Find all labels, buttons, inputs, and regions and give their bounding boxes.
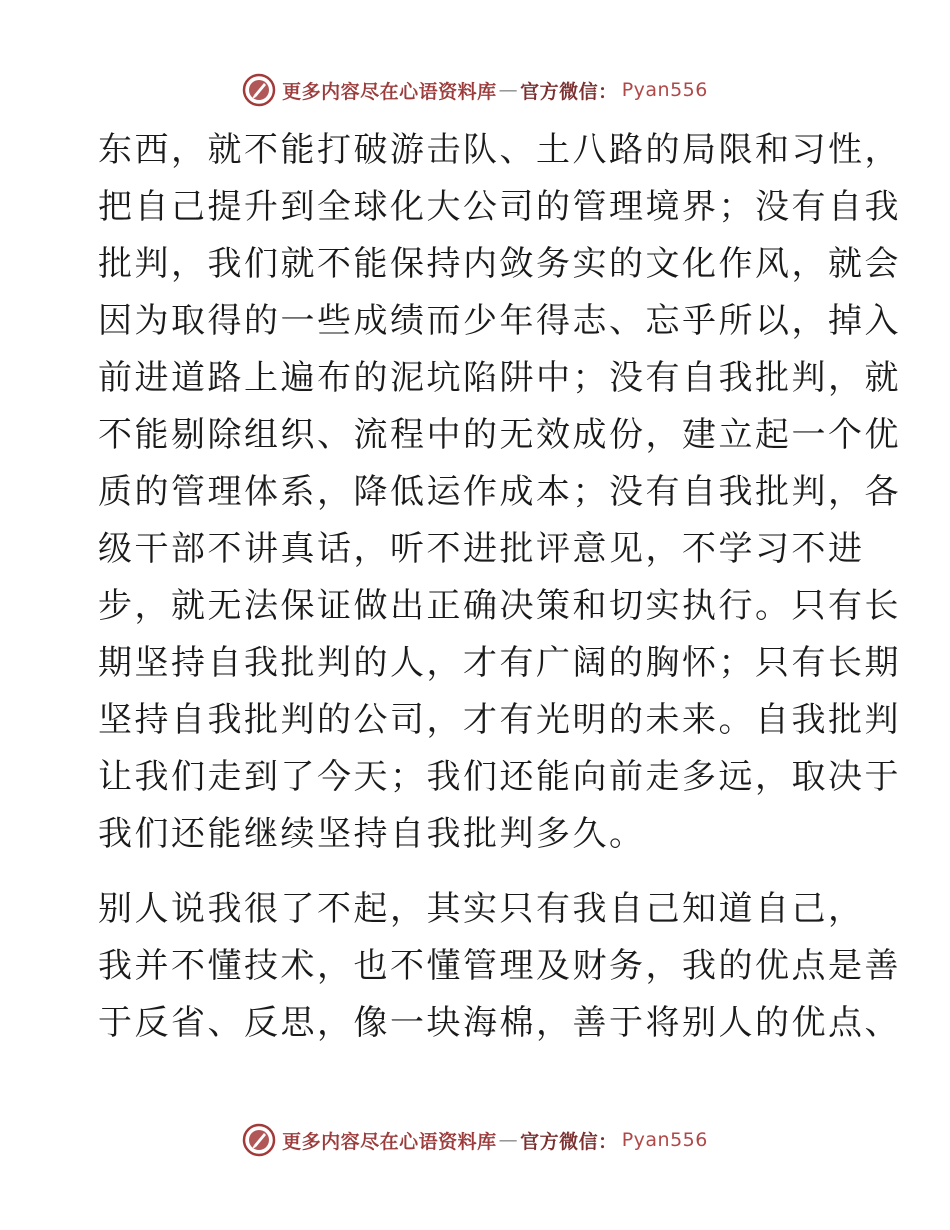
text-line: 期坚持自我批判的人，才有广阔的胸怀；只有长期 [98,643,901,683]
banner-wechat-id: Pyan556 [621,79,708,101]
text-line: 因为取得的一些成绩而少年得志、忘乎所以，掉入 [98,301,901,341]
text-line: 别人说我很了不起，其实只有我自己知道自己， [98,889,865,929]
banner-wechat-id: Pyan556 [621,1129,708,1151]
text-line: 于反省、反思，像一块海棉，善于将别人的优点、 [98,1003,901,1043]
document-body [98,122,901,1052]
footer-banner [0,1120,950,1160]
paragraph-2 [98,881,901,1052]
banner-wechat-label: 官方微信： [520,80,618,103]
header-banner [0,70,950,110]
pen-logo-icon [242,1123,276,1157]
text-line: 质的管理体系，降低运作成本；没有自我批判，各 [98,472,901,512]
paragraph-gap [98,863,858,881]
banner-ad-text: 更多内容尽在心语资料库 [282,80,497,103]
text-line: 不能剔除组织、流程中的无效成份，建立起一个优 [98,415,901,455]
banner-wechat-label: 官方微信： [520,1130,618,1153]
paragraph-1 [98,122,901,863]
text-line: 我们还能继续坚持自我批判多久。 [98,814,646,854]
banner-ad-text: 更多内容尽在心语资料库 [282,1130,497,1153]
text-line: 我并不懂技术，也不懂管理及财务，我的优点是善 [98,946,901,986]
banner-separator: — [498,1129,519,1151]
pen-logo-icon [242,73,276,107]
text-line: 让我们走到了今天；我们还能向前走多远，取决于 [98,757,901,797]
text-line: 东西，就不能打破游击队、土八路的局限和习性， [98,130,901,170]
text-line: 把自己提升到全球化大公司的管理境界；没有自我 [98,187,901,227]
banner-separator: — [498,79,519,101]
text-line: 坚持自我批判的公司，才有光明的未来。自我批判 [98,700,901,740]
text-line: 前进道路上遍布的泥坑陷阱中；没有自我批判，就 [98,358,901,398]
text-line: 步，就无法保证做出正确决策和切实执行。只有长 [98,586,901,626]
text-line: 批判，我们就不能保持内敛务实的文化作风，就会 [98,244,901,284]
text-line: 级干部不讲真话，听不进批评意见，不学习不进 [98,529,865,569]
